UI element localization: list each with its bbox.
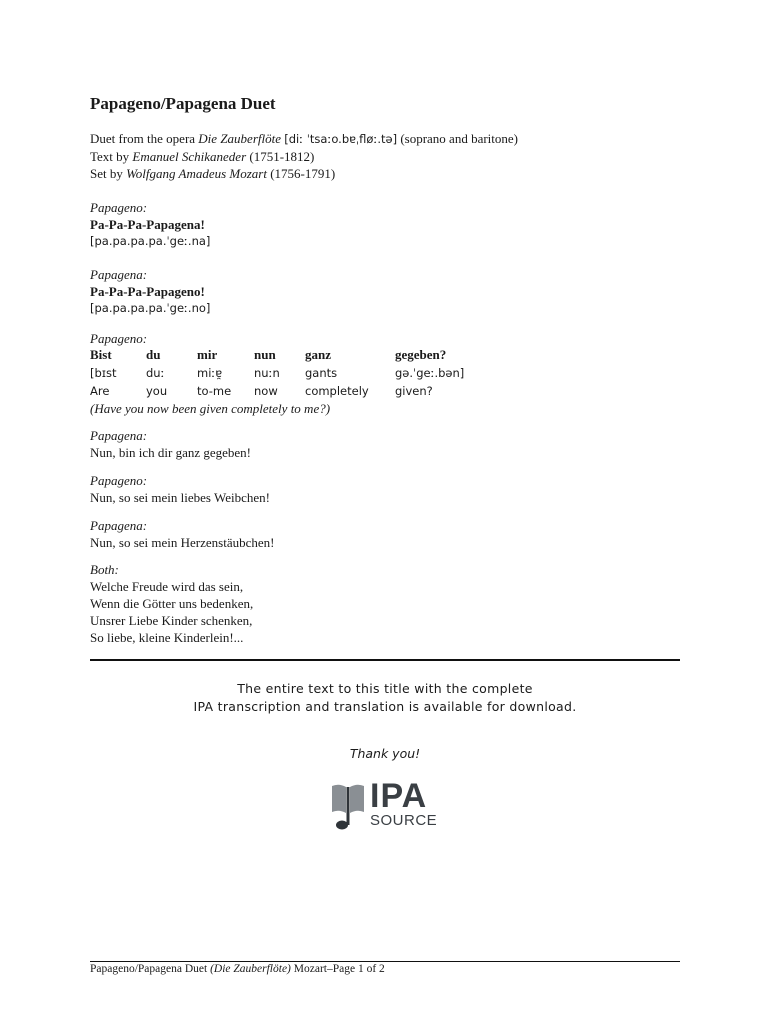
footer-page-number: Mozart–Page 1 of 2 xyxy=(290,963,385,975)
section-papagena-2 xyxy=(90,427,251,461)
speaker-label: Papagena: xyxy=(90,518,148,533)
word-by-word-grid xyxy=(90,346,465,418)
grid-gloss: given? xyxy=(395,384,433,398)
grid-ipa: nuːn xyxy=(254,366,280,380)
grid-row-ipa xyxy=(90,364,465,382)
speaker-label: Papageno: xyxy=(90,331,148,346)
notice-line: The entire text to this title with the complete xyxy=(237,681,533,696)
grid-word: du xyxy=(146,347,161,362)
section-papageno-1 xyxy=(90,199,210,250)
intro-line-opera xyxy=(90,130,518,148)
grid-ipa: miːɐ̯ xyxy=(197,366,223,380)
intro-line-set xyxy=(90,165,518,182)
section-papagena-3 xyxy=(90,517,274,551)
thank-you-text: Thank you! xyxy=(349,746,421,761)
lyric-line: Nun, bin ich dir ganz gegeben! xyxy=(90,445,252,460)
ipa-line: [pa.pa.pa.pa.ˈgeː.na] xyxy=(90,234,211,248)
grid-gloss: now xyxy=(254,384,278,398)
composer: Wolfgang Amadeus Mozart xyxy=(126,166,267,181)
librettist: Emanuel Schikaneder xyxy=(132,149,247,164)
section-papageno-2 xyxy=(90,472,270,506)
footer-divider xyxy=(90,961,680,962)
grid-row-words xyxy=(90,346,447,364)
grid-word: Bist xyxy=(90,347,112,362)
grid-ipa: [bɪst xyxy=(90,366,117,380)
grid-ipa: gə.ˈgeː.bən] xyxy=(395,366,465,380)
grid-gloss: Are xyxy=(90,384,110,398)
section-divider xyxy=(90,659,680,661)
set-by-label: Set by xyxy=(90,166,127,181)
intro-prefix: Duet from the opera xyxy=(90,131,199,146)
page-footer xyxy=(90,963,385,975)
speaker-label: Papagena: xyxy=(90,267,148,282)
opera-title: Die Zauberflöte xyxy=(198,131,281,146)
book-music-note-icon xyxy=(330,782,366,832)
grid-word: mir xyxy=(197,347,218,362)
lyric-line: Pa-Pa-Pa-Papagena! xyxy=(90,217,205,232)
lyric-line: Welche Freude wird das sein, xyxy=(90,579,244,594)
grid-row-gloss xyxy=(90,382,433,400)
grid-word: nun xyxy=(254,347,276,362)
lyric-line: Nun, so sei mein liebes Weibchen! xyxy=(90,490,270,505)
intro-line-text xyxy=(90,148,518,165)
speaker-label: Papageno: xyxy=(90,200,148,215)
grid-gloss: completely xyxy=(305,384,369,398)
section-both xyxy=(90,561,253,646)
lyric-line: So liebe, kleine Kinderlein!... xyxy=(90,630,244,645)
lyric-line: Wenn die Götter uns bedenken, xyxy=(90,596,254,611)
footer-title: Papageno/Papagena Duet xyxy=(90,963,211,975)
page-title: Papageno/Papagena Duet xyxy=(90,94,276,113)
grid-ipa: duː xyxy=(146,366,165,380)
grid-word: gegeben? xyxy=(395,347,447,362)
ipa-line: [pa.pa.pa.pa.ˈgeː.no] xyxy=(90,301,211,315)
speaker-label: Papagena: xyxy=(90,428,148,443)
section-papagena-1 xyxy=(90,266,210,317)
lyric-line: Unsrer Liebe Kinder schenken, xyxy=(90,613,253,628)
lyric-line: Pa-Pa-Pa-Papageno! xyxy=(90,284,205,299)
lyric-line: Nun, so sei mein Herzenstäubchen! xyxy=(90,535,275,550)
translation-line: (Have you now been given completely to me?) xyxy=(90,401,331,416)
notice-line: IPA transcription and translation is available for download. xyxy=(193,699,577,714)
speaker-label: Both: xyxy=(90,562,119,577)
logo-subtitle: SOURCE xyxy=(370,812,438,829)
download-notice xyxy=(90,680,680,716)
grid-gloss: to-me xyxy=(197,384,232,398)
text-by-label: Text by xyxy=(90,149,133,164)
logo-wordmark: IPA xyxy=(370,777,428,815)
voice-types: (soprano and baritone) xyxy=(397,131,518,146)
intro-block xyxy=(90,130,518,182)
speaker-label: Papageno: xyxy=(90,473,148,488)
composer-years: (1756-1791) xyxy=(266,166,336,181)
footer-opera: (Die Zauberflöte) xyxy=(210,963,291,975)
opera-ipa: [diː ˈtsaːo.bɐˌfløː.tə] xyxy=(284,132,398,146)
grid-ipa: gants xyxy=(305,366,338,380)
wordgrid-speaker xyxy=(90,330,147,347)
grid-gloss: you xyxy=(146,384,168,398)
grid-word: ganz xyxy=(305,347,331,362)
librettist-years: (1751-1812) xyxy=(246,149,315,164)
ipa-source-logo xyxy=(330,779,440,833)
